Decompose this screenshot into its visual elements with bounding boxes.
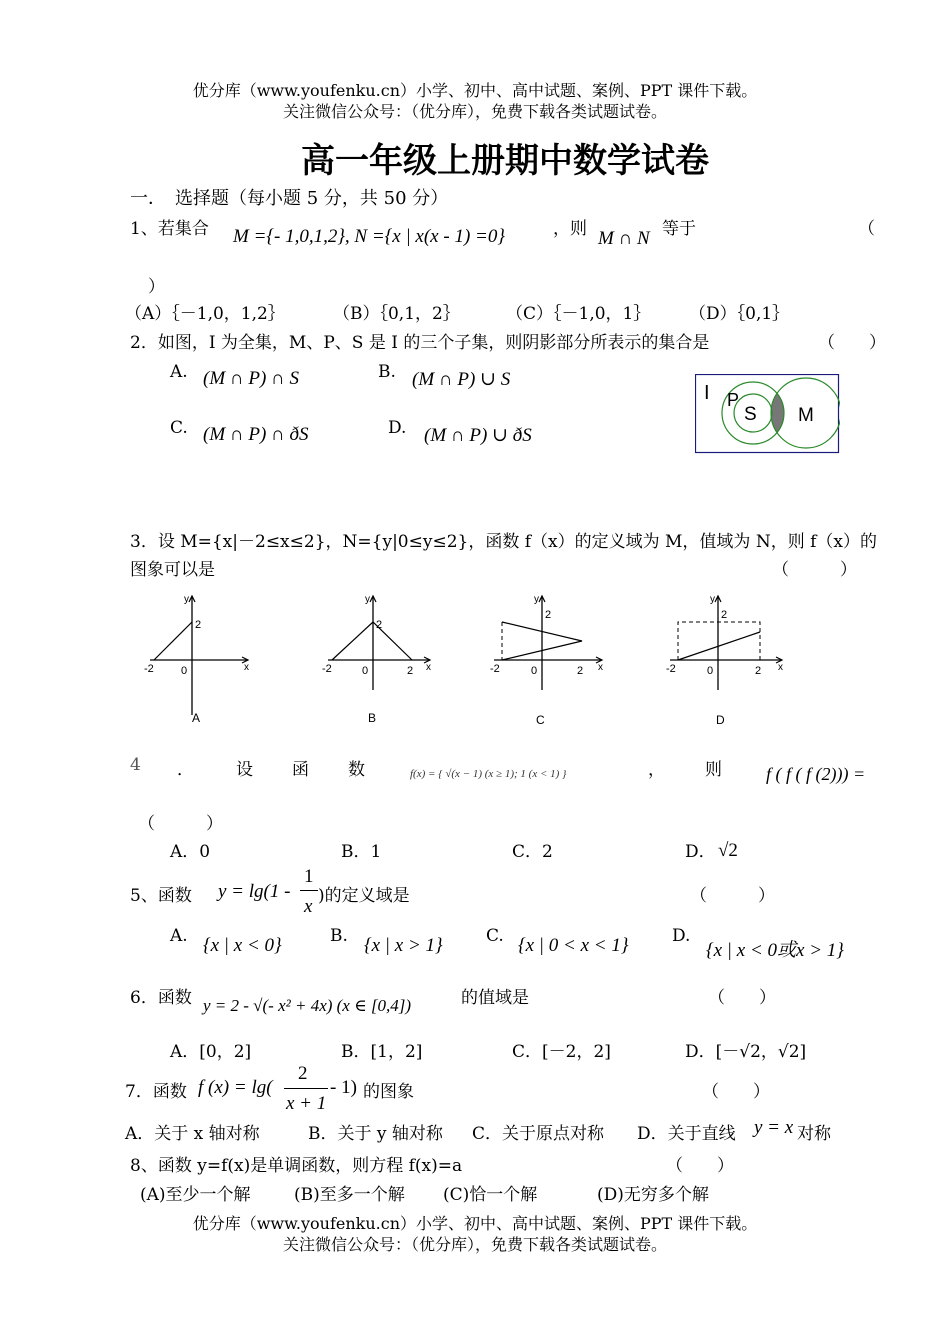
q2-option-d: (M ∩ P) ∪ ðS [424,425,532,446]
q7-paren: （ ） [702,1082,770,1102]
q5-option-a-label: A. [170,926,188,946]
q1-stem: 1、若集合 [130,219,209,239]
graph-b-label: B [368,711,377,725]
q5-option-d: {x | x < 0或x > 1} [706,940,844,961]
q7-fraction-bar [284,1088,328,1089]
graph-d-line [678,632,760,660]
q4-option-d: D． [685,842,716,862]
q7-option-d: D．关于直线 [637,1124,736,1144]
q5-fraction-numerator: 1 [304,866,314,887]
venn-label-m: M [798,405,814,426]
q4-then: 则 [705,760,722,780]
q4-word-2: 函 [292,760,309,780]
page-title: 高一年级上册期中数学试卷 [301,141,709,181]
graph-c-tick-neg2: -2 [490,663,500,675]
graph-d-x-label: x [778,662,783,673]
graph-a-y-label: y [184,594,189,605]
graph-c-tick-0: 0 [531,665,538,677]
q3-line-1: 3．设 M={x|－2≤x≤2}，N={y|0≤y≤2}，函数 f（x）的定义域为 M，值域为 N，则 f（x）的 [130,532,877,552]
graph-d-tick-x2: 2 [755,665,762,677]
footer-line-2: 关注微信公众号：（优分库），免费下载各类试题试卷。 [282,1235,667,1254]
q7-tail: 的图象 [363,1082,414,1102]
q5-paren: （ ） [690,886,775,906]
footer-line-1: 优分库（www.youfenku.cn）小学、初中、高中试题、案例、PPT 课件下载。 [192,1214,758,1233]
graph-b-tick-x2: 2 [407,665,414,677]
q5-option-c-label: C. [486,926,504,946]
q8-option-c: (C)恰一个解 [443,1185,538,1205]
q6-option-a: A．[0，2] [170,1042,252,1062]
q6-tail: 的值域是 [461,988,529,1008]
q6-option-b: B．[1，2] [341,1042,423,1062]
header-line-1: 优分库（www.youfenku.cn）小学、初中、高中试题、案例、PPT 课件下载。 [192,81,758,100]
q4-option-b: B．1 [341,842,382,862]
graph-d-dashed-box [678,622,760,660]
q4-function: f(x) = { √(x − 1) (x ≥ 1); 1 (x < 1) } [410,768,567,780]
q1-then: ，则 [553,219,587,239]
q8-paren: （ ） [666,1156,734,1176]
q1-option-d: （D）｛0,1｝ [689,304,790,324]
q1-option-a: （A）｛－1,0，1,2｝ [125,304,285,324]
q5-tail: )的定义域是 [318,886,410,906]
graph-c-tick-2: 2 [545,609,552,621]
q5-stem: 5、函数 [130,886,192,906]
q2-option-a-label: A. [170,362,188,382]
q4-option-d-math: √2 [718,840,738,861]
graph-d-label: D [716,713,725,727]
q4-word-3: 数 [348,760,365,780]
q7-fraction-numerator: 2 [298,1063,308,1084]
q2-option-b-label: B. [378,362,396,382]
graph-d-tick-2: 2 [721,609,728,621]
graph-d-y-label: y [710,594,715,605]
q2-paren: （ ） [818,333,886,353]
graph-b [318,590,438,730]
q4-option-a: A．0 [170,842,211,862]
venn-diagram [695,374,840,454]
q7-option-d-math: y = x [754,1117,794,1138]
q1-paren-close: ） [148,277,165,297]
q7-option-b: B．关于 y 轴对称 [308,1124,443,1144]
graph-a [140,590,260,730]
q5-fraction-bar [300,890,318,891]
graph-a-line [154,622,192,660]
graph-b-line [332,622,412,660]
q5-option-b: {x | x > 1} [364,935,443,956]
q6-option-c: C．[－2，2] [512,1042,611,1062]
q5-option-d-label: D. [672,926,691,946]
q1-math: M ={- 1,0,1,2}, N ={x | x(x - 1) =0} [233,226,505,247]
graph-a-label: A [192,711,201,725]
q1-option-c: （C）｛－1,0，1｝ [506,304,651,324]
q2-option-d-label: D. [388,418,407,438]
q2-option-a: (M ∩ P) ∩ S [203,368,300,389]
q7-fraction-denominator: x + 1 [286,1093,327,1114]
q1-option-b: （B）｛0,1，2｝ [333,304,460,324]
q7-option-c: C．关于原点对称 [472,1124,605,1144]
q1-math2: M ∩ N [598,228,650,249]
graph-a-tick-0: 0 [181,665,188,677]
graph-b-tick-neg2: -2 [322,663,332,675]
graph-b-tick-2: 2 [376,619,383,631]
q2-option-b: (M ∩ P) ∪ S [412,369,511,390]
q1-tail: 等于 [662,219,696,239]
q3-paren: （ ） [772,560,857,580]
q5-math: y = lg(1 - [218,881,291,902]
q5-option-b-label: B. [330,926,348,946]
q2-stem: 2．如图，I 为全集，M、P、S 是 I 的三个子集，则阴影部分所表示的集合是 [130,333,710,353]
graph-d [660,590,790,735]
graph-d-tick-0: 0 [707,665,714,677]
q5-option-a: {x | x < 0} [203,935,282,956]
q7-option-d-tail: 对称 [797,1124,831,1144]
q4-word-1: 设 [236,760,253,780]
q7-math: f (x) = lg( [198,1077,273,1098]
header-line-2: 关注微信公众号：（优分库），免费下载各类试题试卷。 [282,102,667,121]
q2-option-c-label: C. [170,418,188,438]
q4-dot: ． [177,760,194,780]
q8-option-d: (D)无穷多个解 [597,1185,709,1205]
section-label: 一． 选择题（每小题 5 分，共 50 分） [130,188,449,209]
q4-expression: f ( f ( f (2))) = [766,764,866,784]
q4-comma: ， [648,760,665,780]
graph-c-y-label: y [534,594,539,605]
q1-paren-open: （ [858,219,875,239]
q7-stem: 7．函数 [125,1082,187,1102]
graph-a-x-label: x [244,662,249,673]
graph-a-tick-neg2: -2 [144,663,154,675]
q3-line-2: 图象可以是 [130,560,215,580]
q7-math-tail: - 1) [330,1077,357,1098]
graph-b-tick-0: 0 [362,665,369,677]
q7-option-a: A．关于 x 轴对称 [125,1124,260,1144]
graph-c-tick-x2: 2 [577,665,584,677]
q8-option-a: (A)至少一个解 [140,1185,251,1205]
q4-number: 4 [130,755,141,775]
q4-option-c: C．2 [512,842,553,862]
graph-c-x-label: x [598,662,603,673]
q8-option-b: (B)至多一个解 [294,1185,405,1205]
q6-stem: 6．函数 [130,988,192,1008]
graph-c [484,590,609,735]
graph-b-x-label: x [426,662,431,673]
venn-label-p: P [727,390,740,410]
q6-paren: （ ） [708,988,776,1008]
q2-option-c: (M ∩ P) ∩ ðS [203,424,309,445]
q4-paren: （ ） [138,814,223,834]
q5-option-c: {x | 0 < x < 1} [518,935,629,956]
q5-fraction-denominator: x [304,896,313,917]
q8-stem: 8、函数 y=f(x)是单调函数，则方程 f(x)=a [130,1156,463,1176]
graph-d-tick-neg2: -2 [666,663,676,675]
graph-a-tick-2: 2 [195,619,202,631]
graph-c-label: C [536,713,545,727]
graph-b-y-label: y [365,594,370,605]
venn-label-i: I [704,382,710,404]
q6-math: y = 2 - √(- x² + 4x) (x ∈ [0,4]) [203,996,412,1015]
q6-option-d: D．[－√2，√2] [685,1042,807,1062]
venn-label-s: S [744,404,757,425]
